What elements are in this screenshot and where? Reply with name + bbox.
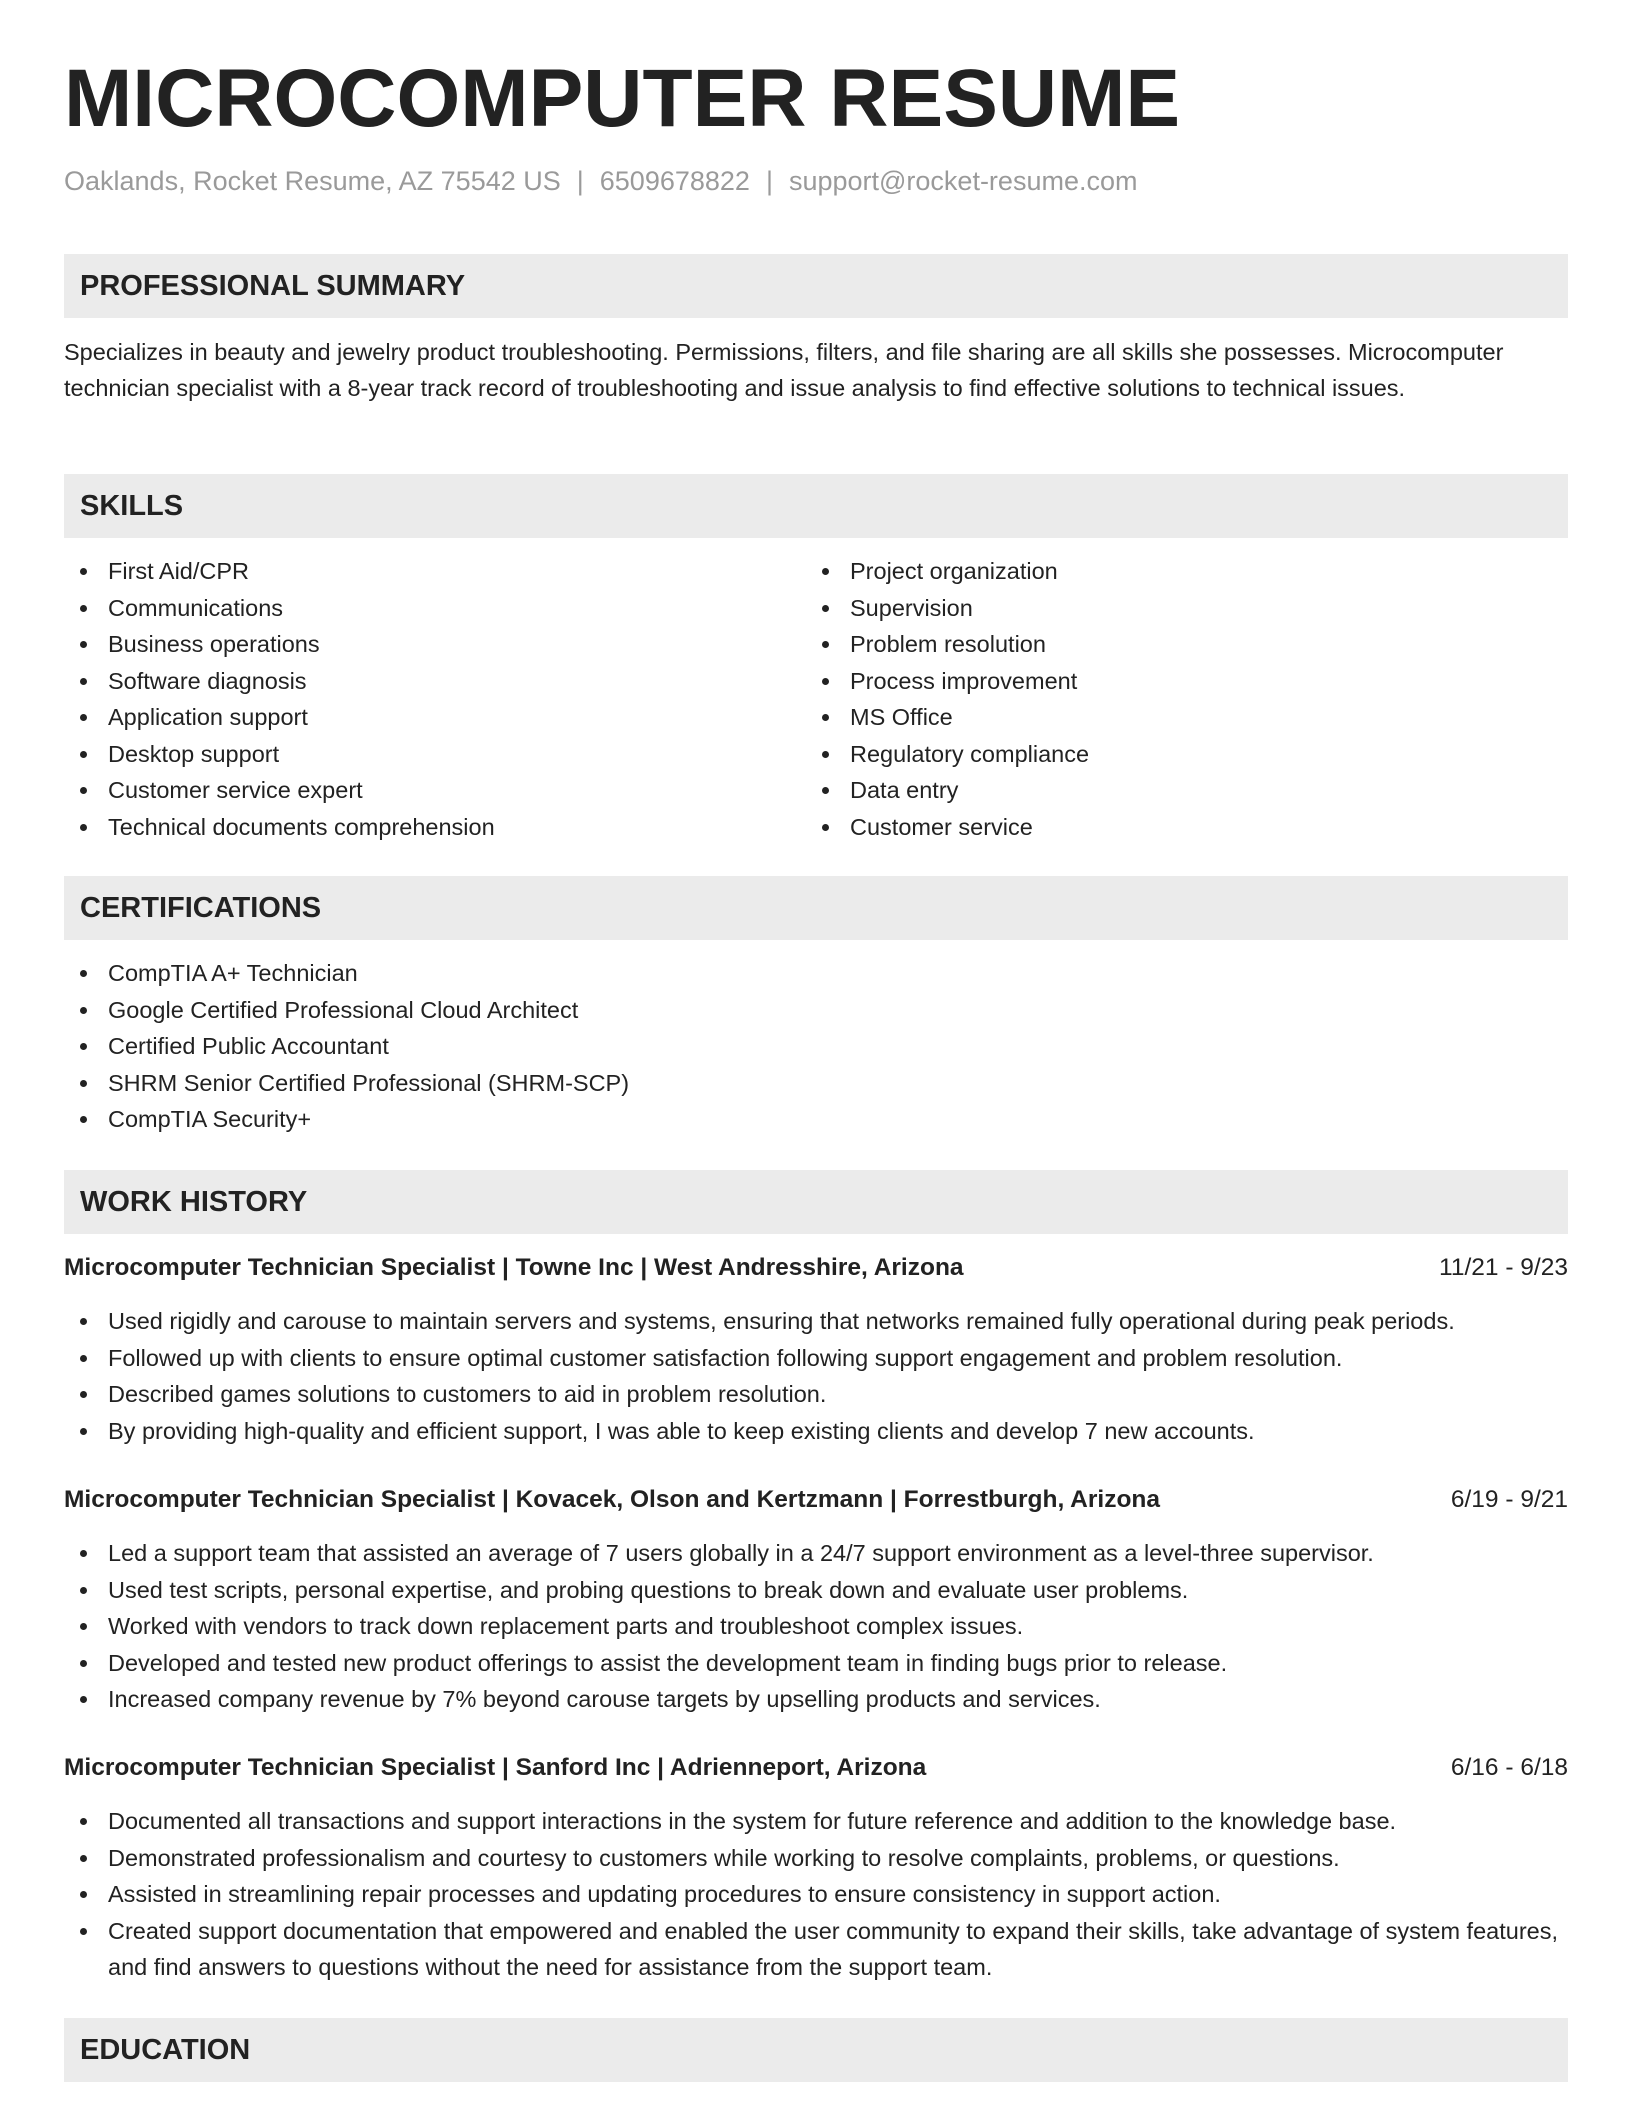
list-item: Assisted in streamlining repair processes and updating procedures to ensure consistency in support action. (64, 1876, 1568, 1913)
list-item: Followed up with clients to ensure optimal customer satisfaction following support engagement and problem resolution. (64, 1340, 1568, 1377)
list-item: Customer service (806, 809, 1526, 846)
list-item: Used rigidly and carouse to maintain servers and systems, ensuring that networks remained fully operational during peak periods. (64, 1303, 1568, 1340)
summary-text: Specializes in beauty and jewelry product troubleshooting. Permissions, filters, and file sharing are all skills she possesses. Microcomputer technician specialist with a 8-year track record of troubleshooting and issue analysis to find effective solutions to technical issues. (64, 339, 1504, 401)
skills-list-left (64, 553, 784, 845)
job-bullets (64, 1303, 1568, 1449)
list-item: SHRM Senior Certified Professional (SHRM-SCP) (64, 1065, 1568, 1102)
contact-phone: 6509678822 (599, 166, 750, 196)
section-header-certifications (64, 876, 1568, 940)
contact-email: support@rocket-resume.com (788, 166, 1138, 196)
section-title: SKILLS (80, 490, 184, 522)
contact-separator: | (576, 166, 584, 196)
list-item: Technical documents comprehension (64, 809, 784, 846)
list-item: Process improvement (806, 663, 1526, 700)
list-item: MS Office (806, 699, 1526, 736)
list-item: Described games solutions to customers to aid in problem resolution. (64, 1376, 1568, 1413)
list-item: Regulatory compliance (806, 736, 1526, 773)
job-dates: 6/19 - 9/21 (1450, 1486, 1568, 1513)
section-title: EDUCATION (80, 2034, 251, 2066)
list-item: Google Certified Professional Cloud Architect (64, 992, 1568, 1029)
list-item: Developed and tested new product offerings to assist the development team in finding bugs prior to release. (64, 1645, 1568, 1682)
list-item: Software diagnosis (64, 663, 784, 700)
job-title: Microcomputer Technician Specialist | Sanford Inc | Adrienneport, Arizona (64, 1754, 927, 1781)
list-item: Project organization (806, 553, 1526, 590)
list-item: Problem resolution (806, 626, 1526, 663)
section-header-education (64, 2018, 1568, 2082)
section-header-summary (64, 254, 1568, 318)
job-bullets (64, 1535, 1568, 1718)
section-title: CERTIFICATIONS (80, 892, 322, 924)
job-title: Microcomputer Technician Specialist | Kovacek, Olson and Kertzmann | Forrestburgh, Arizona (64, 1486, 1161, 1513)
list-item: Created support documentation that empowered and enabled the user community to expand their skills, take advantage of system features, and find answers to questions without the need for assistance from the support team. (64, 1913, 1568, 1986)
list-item: Certified Public Accountant (64, 1028, 1568, 1065)
job-title: Microcomputer Technician Specialist | Towne Inc | West Andresshire, Arizona (64, 1254, 964, 1281)
section-title: PROFESSIONAL SUMMARY (80, 270, 466, 302)
section-header-skills (64, 474, 1568, 538)
list-item: By providing high-quality and efficient support, I was able to keep existing clients and develop 7 new accounts. (64, 1413, 1568, 1450)
contact-address: Oaklands, Rocket Resume, AZ 75542 US (64, 166, 561, 196)
certifications-list (64, 955, 1568, 1138)
contact-line (64, 168, 1137, 195)
list-item: Customer service expert (64, 772, 784, 809)
job-heading (64, 1750, 1568, 1786)
list-item: Data entry (806, 772, 1526, 809)
list-item: CompTIA Security+ (64, 1101, 1568, 1138)
list-item: Used test scripts, personal expertise, and probing questions to break down and evaluate user problems. (64, 1572, 1568, 1609)
list-item: Documented all transactions and support interactions in the system for future reference and addition to the knowledge base. (64, 1803, 1568, 1840)
list-item: Supervision (806, 590, 1526, 627)
list-item: Increased company revenue by 7% beyond carouse targets by upselling products and services. (64, 1681, 1568, 1718)
list-item: Business operations (64, 626, 784, 663)
list-item: Worked with vendors to track down replacement parts and troubleshoot complex issues. (64, 1608, 1568, 1645)
job-heading (64, 1482, 1568, 1518)
list-item: Led a support team that assisted an average of 7 users globally in a 24/7 support environment as a level-three supervisor. (64, 1535, 1568, 1572)
job-heading (64, 1250, 1568, 1286)
job-dates: 6/16 - 6/18 (1450, 1754, 1568, 1781)
contact-separator: | (765, 166, 773, 196)
job-bullets (64, 1803, 1568, 1986)
job-dates: 11/21 - 9/23 (1439, 1254, 1568, 1281)
skills-list-right (806, 553, 1526, 845)
list-item: Communications (64, 590, 784, 627)
list-item: Application support (64, 699, 784, 736)
list-item: Demonstrated professionalism and courtesy to customers while working to resolve complaints, problems, or questions. (64, 1840, 1568, 1877)
list-item: Desktop support (64, 736, 784, 773)
section-title: WORK HISTORY (80, 1186, 308, 1218)
section-header-work-history (64, 1170, 1568, 1234)
list-item: CompTIA A+ Technician (64, 955, 1568, 992)
list-item: First Aid/CPR (64, 553, 784, 590)
resume-name: MICROCOMPUTER RESUME (64, 53, 1181, 144)
resume-page (64, 0, 1568, 2112)
